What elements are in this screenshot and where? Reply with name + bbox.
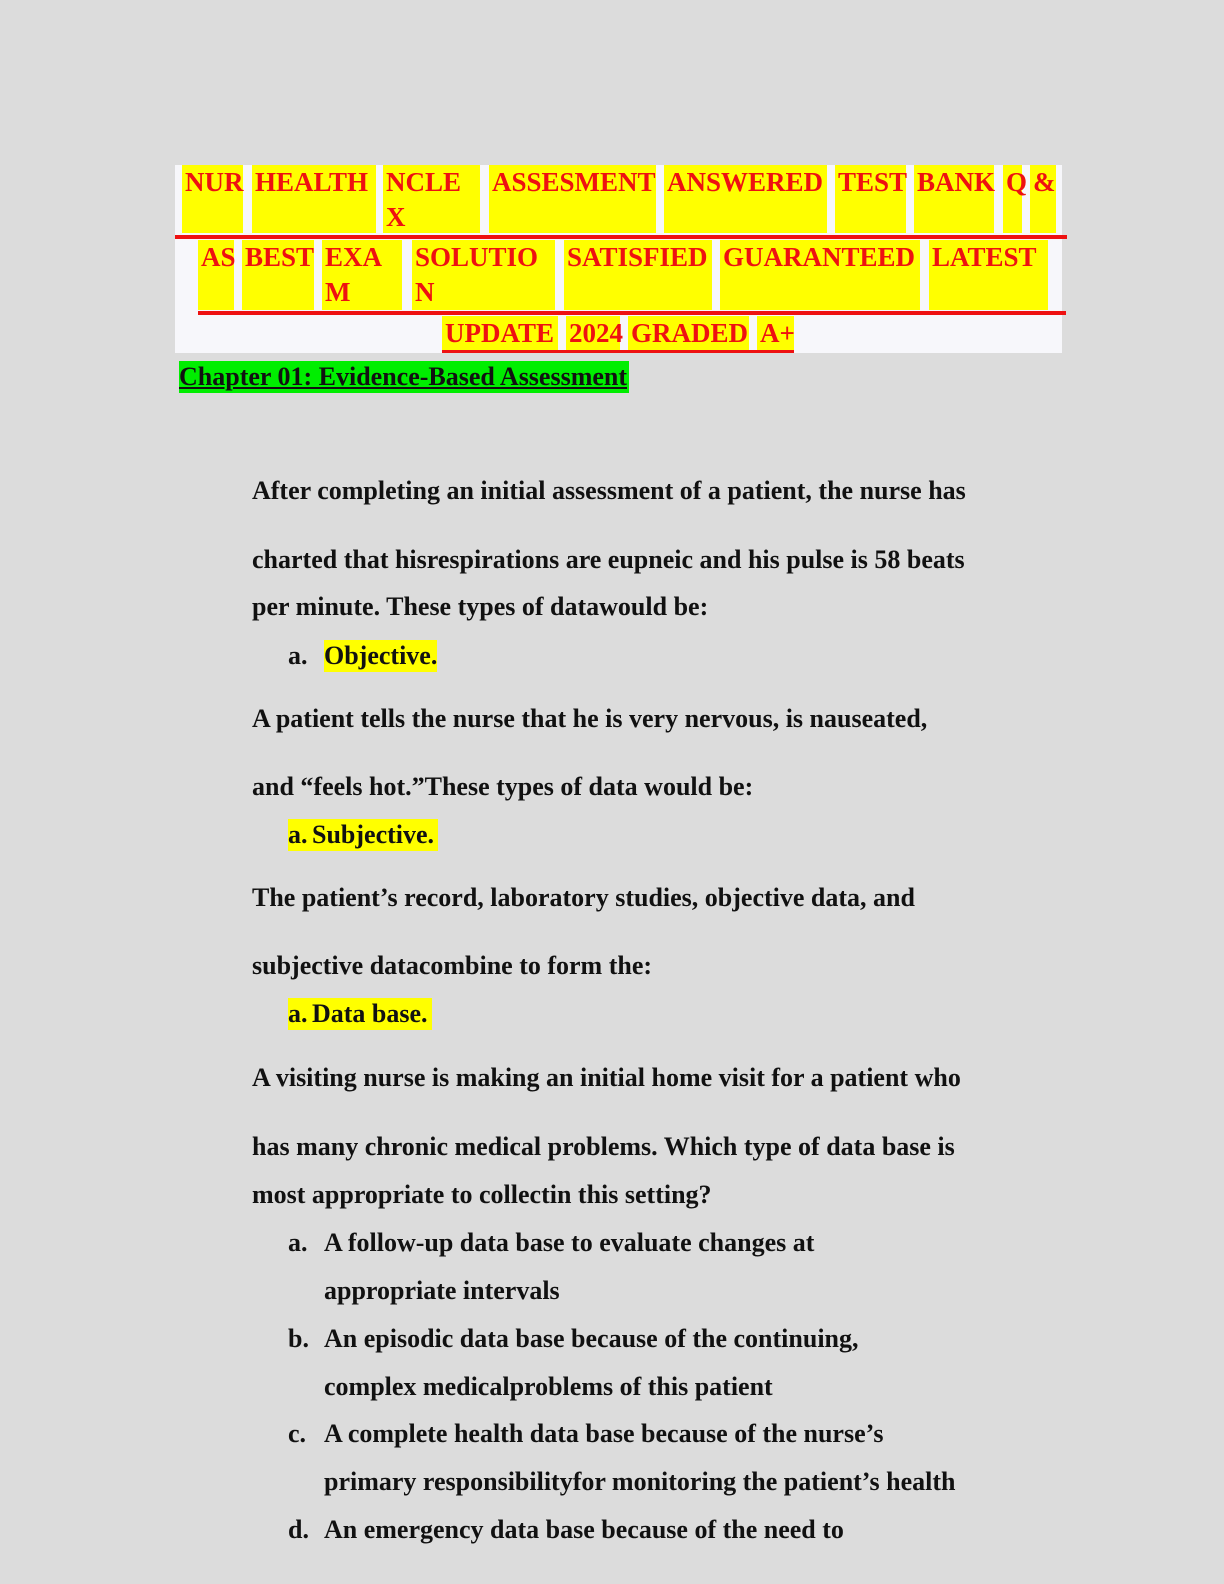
option-letter: a. — [288, 999, 308, 1028]
option-letter: a. — [288, 820, 308, 849]
banner-word: HEALTH — [252, 165, 376, 233]
banner-word: BEST — [242, 240, 314, 310]
banner-word: UPDATE — [442, 316, 558, 350]
banner-word: AS — [198, 240, 234, 310]
banner-divider — [198, 311, 1066, 315]
option-letter: a. — [288, 1228, 308, 1257]
option-letter: c. — [288, 1419, 307, 1448]
banner-word: GUARANTEED — [720, 240, 920, 310]
option-text: An episodic data base because of the continuing, — [324, 1324, 859, 1353]
question-1-line: After completing an initial assessment of a patient, the nurse has — [252, 476, 966, 505]
option-text: A follow-up data base to evaluate changes at — [324, 1228, 815, 1257]
option-text-continued: appropriate intervals — [324, 1276, 560, 1305]
banner-word: NCLE X — [383, 165, 480, 233]
banner-word: SATISFIED — [564, 240, 712, 310]
question-1-line: charted that hisrespirations are eupneic and his pulse is 58 beats — [252, 545, 965, 574]
banner-word: Q — [1003, 165, 1022, 233]
option-letter: b. — [288, 1324, 309, 1353]
option-text: Data base. — [312, 999, 428, 1028]
banner-word: A+ — [757, 316, 794, 350]
banner-word: SOLUTIO N — [412, 240, 555, 310]
option-text-continued: complex medicalproblems of this patient — [324, 1372, 773, 1401]
answer-objective: Objective. — [324, 641, 438, 670]
banner-word: EXA M — [322, 240, 402, 310]
banner-divider — [175, 235, 1067, 239]
question-2-line: and “feels hot.”These types of data would be: — [252, 772, 754, 801]
banner-word: 2024 — [566, 316, 620, 350]
option-text: Subjective. — [312, 820, 435, 849]
banner-word: BANK — [914, 165, 994, 233]
question-4-line: A visiting nurse is making an initial home visit for a patient who — [252, 1063, 961, 1092]
question-1-line: per minute. These types of datawould be: — [252, 592, 709, 621]
banner-word: & — [1030, 165, 1056, 233]
question-4-line: has many chronic medical problems. Which type of data base is — [252, 1132, 955, 1161]
banner-word: ANSWERED — [664, 165, 827, 233]
option-letter: a. — [288, 641, 308, 670]
answer-subjective — [288, 819, 438, 851]
question-3-line: The patient’s record, laboratory studies, objective data, and — [252, 883, 915, 912]
banner-word: LATEST — [929, 240, 1048, 310]
option-text: An emergency data base because of the need to — [324, 1515, 844, 1544]
banner-word: GRADED — [628, 316, 749, 350]
banner-word: TEST — [835, 165, 906, 233]
option-letter: d. — [288, 1515, 309, 1544]
option-text-continued: primary responsibilityfor monitoring the patient’s health — [324, 1467, 956, 1496]
banner-underline — [442, 350, 794, 353]
question-2-line: A patient tells the nurse that he is very nervous, is nauseated, — [252, 704, 928, 733]
answer-data-base — [288, 998, 432, 1030]
chapter-title: Chapter 01: Evidence-Based Assessment — [179, 362, 628, 391]
option-text: A complete health data base because of the nurse’s — [324, 1419, 884, 1448]
question-4-line: most appropriate to collectin this setting? — [252, 1180, 712, 1209]
question-3-line: subjective datacombine to form the: — [252, 951, 653, 980]
banner-word: ASSESMENT — [489, 165, 656, 233]
banner-word: NUR — [182, 165, 243, 233]
